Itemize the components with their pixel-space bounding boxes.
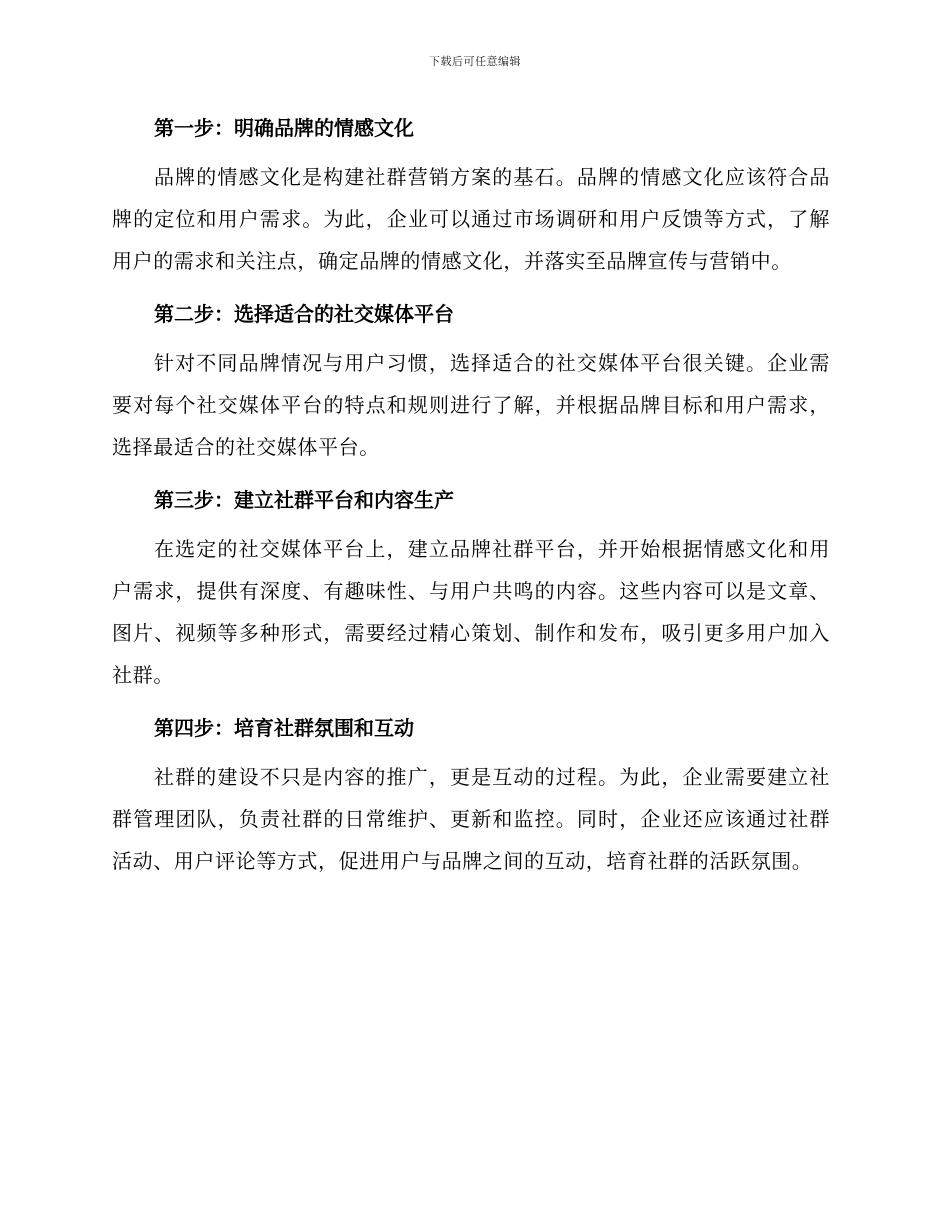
section-paragraph: 在选定的社交媒体平台上，建立品牌社群平台，并开始根据情感文化和用户需求，提供有深度、有趣味性、与用户共鸣的内容。这些内容可以是文章、图片、视频等多种形式，需要经过精心策划、制作和发布，吸引更多用户加入社群。 (112, 537, 830, 687)
section-heading: 第二步：选择适合的社交媒体平台 (154, 302, 454, 326)
section-1 (112, 108, 830, 282)
section-paragraph: 社群的建设不只是内容的推广，更是互动的过程。为此，企业需要建立社群管理团队，负责社群的日常维护、更新和监控。同时，企业还应该通过社群活动、用户评论等方式，促进用户与品牌之间的互动，培育社群的活跃氛围。 (112, 765, 830, 873)
section-2 (112, 294, 830, 468)
section-heading: 第四步：培育社群氛围和互动 (154, 716, 414, 740)
section-3 (112, 480, 830, 696)
section-paragraph: 针对不同品牌情况与用户习惯，选择适合的社交媒体平台很关键。企业需要对每个社交媒体平台的特点和规则进行了解，并根据品牌目标和用户需求，选择最适合的社交媒体平台。 (112, 351, 830, 459)
header-note: 下载后可任意编辑 (429, 55, 521, 68)
section-heading: 第一步：明确品牌的情感文化 (154, 116, 414, 140)
document-body (112, 108, 830, 894)
section-paragraph: 品牌的情感文化是构建社群营销方案的基石。品牌的情感文化应该符合品牌的定位和用户需求。为此，企业可以通过市场调研和用户反馈等方式，了解用户的需求和关注点，确定品牌的情感文化，并落实至品牌宣传与营销中。 (112, 165, 830, 273)
section-heading: 第三步：建立社群平台和内容生产 (154, 488, 454, 512)
section-4 (112, 708, 830, 882)
